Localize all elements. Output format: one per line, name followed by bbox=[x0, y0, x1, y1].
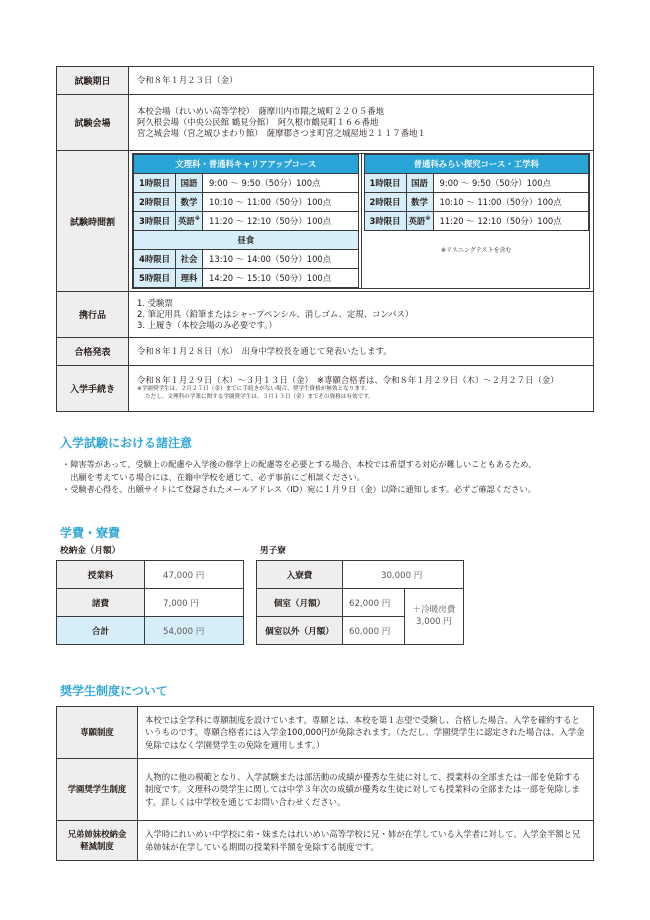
dorm-entry-value: 30,000 円 bbox=[343, 561, 464, 589]
subject-cell bbox=[406, 212, 433, 231]
item-line: 2. 筆記用具（鉛筆またはシャープペンシル、消しゴム、定規、コンパス） bbox=[137, 309, 414, 320]
result-value: 令和８年１月２８日（水） 出身中学校長を通じて発表いたします。 bbox=[129, 338, 594, 366]
subject-cell: 国語 bbox=[176, 174, 203, 193]
fees-section-title: 学費・寮費 bbox=[60, 526, 121, 540]
scholarship-text: 人物的に他の模範となり、入学試験または部活動の成績が優秀な生徒に対して、授業料の全部または一部を免除する制度です。文理科の奨学生に関しては中学３年次の成績が優秀な生徒に対しても授業料の全部または一部を免除します。詳しくは中学校を通じてお問い合わせください。 bbox=[138, 759, 594, 821]
subject-text: 英語 bbox=[177, 216, 195, 226]
dorm-entry-label: 入寮費 bbox=[257, 561, 343, 589]
dorm-table bbox=[256, 560, 464, 645]
dorm-other-label: 個室以外（月額） bbox=[257, 617, 343, 645]
procedure-note: ただし、文理科の学業に関する学園奨学生は、３月１３日（金）までその資格は有効です。 bbox=[145, 393, 374, 400]
tuition-table bbox=[56, 560, 244, 645]
dorm-other-value: 60,000 円 bbox=[343, 617, 405, 645]
exam-schedule bbox=[129, 151, 594, 292]
time-cell: 11:20 ～ 12:10（50分）100点 bbox=[433, 212, 589, 231]
period-cell: 2時限目 bbox=[134, 193, 176, 212]
scholarship-label-line: 軽減制度 bbox=[80, 840, 114, 851]
items-list bbox=[129, 292, 594, 338]
time-cell: 10:10 ～ 11:00（50分）100点 bbox=[433, 193, 589, 212]
procedure-value: 令和８年１月２９日（木）～３月１３日（金） ※専願合格者は、令和８年１月２９日（木）～２月２７日（金） bbox=[137, 375, 559, 386]
schedule-course-b bbox=[364, 154, 590, 231]
note-line: ・障害等があって、受験上の配慮や入学後の修学上の配慮等を必要とする場合、本校では希望する対応が難しいこともあるため、 bbox=[62, 459, 537, 469]
total-value: 54,000 円 bbox=[145, 617, 244, 645]
period-cell: 3時限目 bbox=[134, 212, 176, 231]
fee-value: 7,000 円 bbox=[145, 589, 244, 617]
time-cell: 9:00 ～ 9:50（50分）100点 bbox=[433, 174, 589, 193]
period-cell: 2時限目 bbox=[364, 193, 406, 212]
venue-line: 阿久根会場（中央公民館 鶴見分館） 阿久根市鶴見町１６６番地 bbox=[137, 117, 379, 128]
dorm-label: 男子寮 bbox=[260, 546, 286, 556]
subject-cell: 社会 bbox=[176, 250, 203, 269]
schedule-course-a bbox=[133, 154, 359, 288]
procedure-note: ※学園奨学生は、２月２７日（金）までに手続きがない場合、奨学生資格が無効となります。 bbox=[137, 386, 371, 393]
fee-label: 諸費 bbox=[57, 589, 145, 617]
item-line: 1. 受験票 bbox=[137, 298, 173, 309]
exam-venue-label: 試験会場 bbox=[57, 95, 129, 151]
scholarship-text: 入学時にれいめい中学校に弟・妹またはれいめい高等学校に兄・姉が在学している入学者に対して、入学金半額と兄弟姉妹が在学している期間の授業料半額を免除する制度です。 bbox=[138, 821, 594, 861]
procedure-label: 入学手続き bbox=[57, 366, 129, 412]
course-a-title: 文理科・普通科キャリアアップコース bbox=[134, 155, 359, 174]
exam-schedule-label: 試験時間割 bbox=[57, 151, 129, 292]
scholarship-text: 本校では全学科に専願制度を設けています。専願とは、本校を第１志望で受験し、合格した場合、入学を確約するというものです。専願合格者には入学金100,000円が免除されます。（ただし、学園奨学生に認定された場合は、入学金免除ではなく学園奨学生の免除を適用します。） bbox=[138, 707, 594, 759]
scholarship-label: 学園奨学生制度 bbox=[57, 759, 138, 821]
lunch-row: 昼食 bbox=[134, 231, 359, 250]
time-cell: 13:10 ～ 14:00（50分）100点 bbox=[203, 250, 359, 269]
subject-cell: 理科 bbox=[176, 269, 203, 288]
course-b-title: 普通科みらい探究コース・工学科 bbox=[364, 155, 589, 174]
scholarship-label-line: 兄弟姉妹校納金 bbox=[67, 828, 127, 839]
period-cell: 1時限目 bbox=[134, 174, 176, 193]
exam-date-label: 試験期日 bbox=[57, 67, 129, 95]
scholarship-section-title: 奨学生制度について bbox=[60, 684, 168, 698]
dorm-single-label: 個室（月額） bbox=[257, 589, 343, 617]
procedure-info bbox=[129, 366, 594, 412]
period-cell: 4時限目 bbox=[134, 250, 176, 269]
venue-line: 宮之城会場（宮之城ひまわり館） 薩摩郡さつま町宮之城屋地２１１７番地１ bbox=[137, 127, 426, 138]
subject-sup: ※ bbox=[194, 216, 201, 223]
time-cell: 9:00 ～ 9:50（50分）100点 bbox=[203, 174, 359, 193]
time-cell: 14:20 ～ 15:10（50分）100点 bbox=[203, 269, 359, 288]
note-line: 出願を考えている場合には、在籍中学校を通じて、必ず事前にご相談ください。 bbox=[62, 471, 365, 482]
period-cell: 3時限目 bbox=[364, 212, 406, 231]
scholarship-label: 専願制度 bbox=[57, 707, 138, 759]
subject-sup: ※ bbox=[425, 216, 431, 223]
result-label: 合格発表 bbox=[57, 338, 129, 366]
notes-section-title: 入学試験における諸注意 bbox=[60, 436, 193, 450]
time-cell: 10:10 ～ 11:00（50分）100点 bbox=[203, 193, 359, 212]
aircon-fee bbox=[405, 589, 464, 645]
aircon-line: 3,000 円 bbox=[416, 616, 452, 627]
time-cell: 11:20 ～ 12:10（50分）100点 bbox=[203, 212, 359, 231]
fee-label: 授業料 bbox=[57, 561, 145, 589]
dorm-single-value: 62,000 円 bbox=[343, 589, 405, 617]
subject-cell: 数学 bbox=[406, 193, 433, 212]
scholarship-table bbox=[56, 706, 594, 861]
tuition-label: 校納金（月額） bbox=[60, 546, 121, 556]
period-cell: 5時限目 bbox=[134, 269, 176, 288]
exam-date-value: 令和８年１月２３日（金） bbox=[129, 67, 594, 95]
subject-text: 英語 bbox=[408, 216, 426, 226]
exam-info-table bbox=[56, 66, 594, 412]
note-line: ・受験者心得を、出願サイトにて登録されたメールアドレス（ID）宛に１月９日（金）以降に通知します。必ずご確認ください。 bbox=[62, 484, 536, 495]
notes-list bbox=[62, 458, 602, 496]
venue-line: 本校会場（れいめい高等学校） 薩摩川内市隈之城町２２０５番地 bbox=[137, 106, 385, 117]
subject-cell bbox=[176, 212, 203, 231]
listening-note: ※リスニングテストを含む bbox=[440, 247, 512, 254]
aircon-line: ＋冷暖房費 bbox=[412, 605, 456, 616]
item-line: 3. 上履き（本校会場のみ必要です。） bbox=[137, 319, 277, 330]
scholarship-label bbox=[57, 821, 138, 861]
fee-value: 47,000 円 bbox=[145, 561, 244, 589]
subject-cell: 数学 bbox=[176, 193, 203, 212]
subject-cell: 国語 bbox=[406, 174, 433, 193]
period-cell: 1時限目 bbox=[364, 174, 406, 193]
total-label: 合計 bbox=[57, 617, 145, 645]
items-label: 携行品 bbox=[57, 292, 129, 338]
exam-venue-list bbox=[129, 95, 594, 151]
